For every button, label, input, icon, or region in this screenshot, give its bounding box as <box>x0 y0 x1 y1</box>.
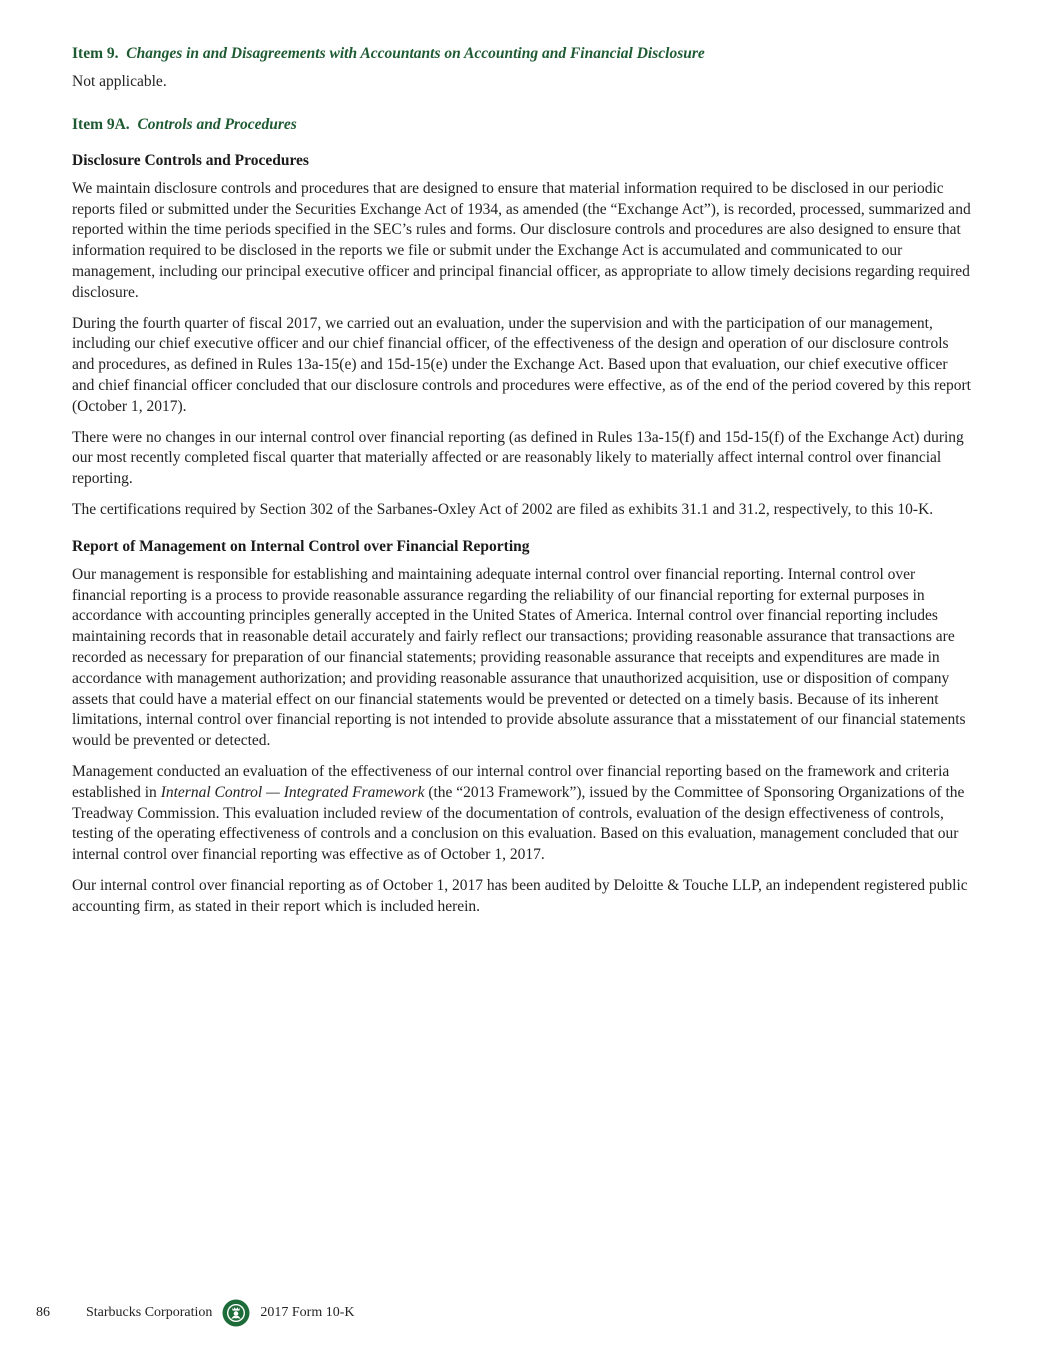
item-9a-number: Item 9A. <box>72 115 130 133</box>
starbucks-siren-logo-icon <box>222 1299 250 1327</box>
report-paragraph-1: Our management is responsible for establishing and maintaining adequate internal control over financial reporting. Internal control over financial reporting is a process to provide reasonable assurance regarding the reliability of our financial reporting for external purposes in accordance with accounting principles generally accepted in the United States of America. Internal control over financial reporting includes maintaining records that in reasonable detail accurately and fairly reflect our transactions; providing reasonable assurance that transactions are recorded as necessary for preparation of our financial statements; providing reasonable assurance that receipts and expenditures are made in accordance with management authorization; and providing reasonable assurance that unauthorized acquisition, use or disposition of company assets that could have a material effect on our financial statements would be prevented or detected on a timely basis. Because of its inherent limitations, internal control over financial reporting is not intended to provide absolute assurance that a misstatement of our financial statements would be prevented or detected. <box>72 565 966 750</box>
form-label: 2017 Form 10-K <box>260 1305 355 1320</box>
item-9-text: Not applicable. <box>72 73 167 90</box>
report-paragraph-2 <box>72 762 972 866</box>
page-footer <box>36 1298 355 1328</box>
item-9-title: Changes in and Disagreements with Accountants on Accounting and Financial Disclosure <box>126 45 705 62</box>
page-number: 86 <box>36 1305 50 1320</box>
report-of-management-heading: Report of Management on Internal Control over Financial Reporting <box>72 537 530 555</box>
report-paragraph-2-rest: (the “2013 Framework”), issued by the Committee of Sponsoring Organizations of the Treadway Commission. This evaluation included review of the documentation of controls, evaluation of the design effectiveness of controls, testing of the operating effectiveness of controls and a conclusion on this evaluation. Based on this evaluation, management concluded that our internal control over financial reporting was effective as of October 1, 2017. <box>72 783 965 864</box>
disclosure-paragraph-4: The certifications required by Section 302 of the Sarbanes-Oxley Act of 2002 are filed as exhibits 31.1 and 31.2, respectively, to this 10-K. <box>72 500 934 518</box>
item-9-number: Item 9. <box>72 45 119 62</box>
report-paragraph-3: Our internal control over financial reporting as of October 1, 2017 has been audited by Deloitte & Touche LLP, an independent registered public accounting firm, as stated in their report which is included herein. <box>72 876 968 915</box>
company-name: Starbucks Corporation <box>86 1305 213 1320</box>
disclosure-paragraph-2: During the fourth quarter of fiscal 2017, we carried out an evaluation, under the supervision and with the participation of our management, including our chief executive officer and our chief financial officer, of the effectiveness of the design and operation of our disclosure controls and procedures, as defined in Rules 13a-15(e) and 15d-15(e) under the Exchange Act. Based upon that evaluation, our chief executive officer and chief financial officer concluded that our disclosure controls and procedures were effective, as of the end of the period covered by this report (October 1, 2017). <box>72 314 971 415</box>
item-9-heading <box>72 44 972 64</box>
report-paragraph-2-lead: Management conducted an evaluation of the effectiveness of our internal control over financial reporting based on the framework and criteria established in <box>72 762 950 801</box>
item-9a-heading <box>72 115 972 135</box>
framework-title: Internal Control — Integrated Framework <box>160 783 425 801</box>
disclosure-paragraph-1: We maintain disclosure controls and procedures that are designed to ensure that material information required to be disclosed in our periodic reports filed or submitted under the Securities Exchange Act of 1934, as amended (the “Exchange Act”), is recorded, processed, summarized and reported within the time periods specified in the SEC’s rules and forms. Our disclosure controls and procedures are also designed to ensure that information required to be disclosed in the reports we file or submit under the Exchange Act is accumulated and communicated to our management, including our principal executive officer and principal financial officer, as appropriate to allow timely decisions regarding required disclosure. <box>72 179 971 301</box>
item-9a-title: Controls and Procedures <box>137 115 297 133</box>
disclosure-controls-heading: Disclosure Controls and Procedures <box>72 151 309 169</box>
document-page <box>72 44 972 928</box>
disclosure-paragraph-3: There were no changes in our internal control over financial reporting (as defined in Rules 13a-15(f) and 15d-15(f) of the Exchange Act) during our most recently completed fiscal quarter that materially affected or are reasonably likely to materially affect internal control over financial reporting. <box>72 428 964 488</box>
